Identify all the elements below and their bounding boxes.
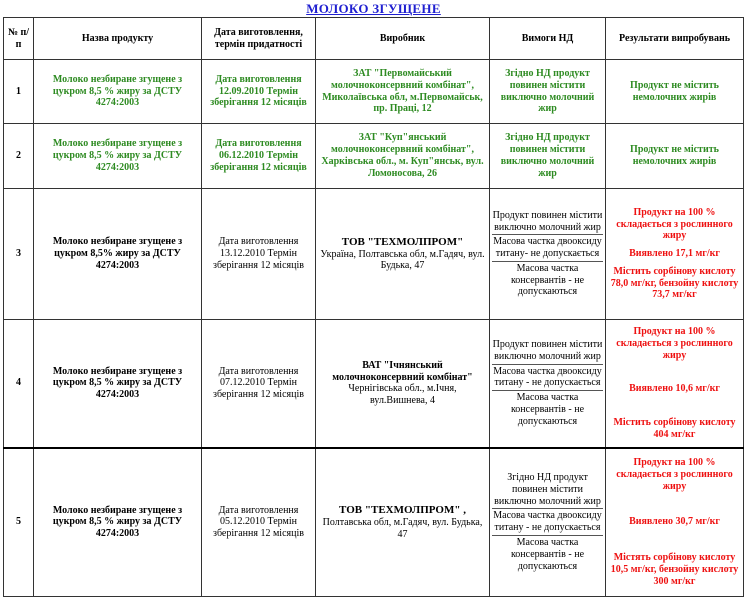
production-date: Дата виготовлення 12.09.2010 Термін зберігання 12 місяців [202, 60, 316, 124]
table-header-row [4, 18, 744, 60]
requirements: Згідно НД продукт повинен містити виключно молочний жир [490, 60, 606, 124]
test-result [606, 320, 744, 448]
table-row [4, 124, 744, 189]
result-item: Продукт на 100 % складається з рослинного жиру [616, 206, 733, 242]
producer-address: Україна, Полтавська обл, м.Гадяч, вул. Будька, 47 [320, 248, 485, 272]
production-date: Дата виготовлення 07.12.2010 Термін зберігання 12 місяців [202, 320, 316, 448]
results-table [3, 17, 744, 597]
producer [316, 189, 490, 320]
requirement-item: Згідно НД продукт повинен містити виключно молочний жир [492, 471, 603, 509]
producer [316, 320, 490, 448]
test-result: Продукт не містить немолочних жирів [606, 124, 744, 189]
producer-name: ТОВ "ТЕХМОЛПРОМ" [341, 235, 464, 248]
test-result [606, 189, 744, 320]
production-date: Дата виготовлення 13.12.2010 Термін зберігання 12 місяців [202, 189, 316, 320]
table-row [4, 320, 744, 448]
header-producer: Виробник [316, 18, 490, 60]
requirements [490, 189, 606, 320]
result-item: Містить сорбінову кислоту 404 мг/кг [613, 417, 736, 440]
row-number: 2 [4, 124, 34, 189]
requirement-item: Масова частка консервантів - не допускаються [510, 537, 585, 572]
test-result: Продукт не містить немолочних жирів [606, 60, 744, 124]
header-num: № п/п [4, 18, 34, 60]
row-number: 1 [4, 60, 34, 124]
requirements: Згідно НД продукт повинен містити виключно молочний жир [490, 124, 606, 189]
producer [316, 448, 490, 597]
table-row [4, 60, 744, 124]
row-number: 5 [4, 448, 34, 597]
row-number: 3 [4, 189, 34, 320]
table-row [4, 448, 744, 597]
result-item: Виявлено 30,7 мг/кг [629, 516, 720, 528]
producer: ЗАТ "Куп"янський молочноконсервний комбінат", Харківська обл., м. Куп"янськ, вул. Ломоносова, 26 [316, 124, 490, 189]
requirements [490, 320, 606, 448]
producer-address: Полтавська обл, м.Гадяч, вул. Будька, 47 [322, 516, 483, 540]
product-name: Молоко незбиране згущене з цукром 8,5 % жиру за ДСТУ 4274:2003 [34, 124, 202, 189]
requirements [490, 448, 606, 597]
requirement-item: Продукт повинен містити виключно молочний жир [492, 338, 603, 365]
requirement-item: Масова частка консервантів - не допускаються [510, 392, 585, 427]
result-item: Містять сорбінову кислоту 10,5 мг/кг, бензойну кислоту 300 мг/кг [610, 552, 739, 587]
product-name: Молоко незбиране згущене з цукром 8,5 % жиру за ДСТУ 4274:2003 [34, 320, 202, 448]
header-date: Дата виготовлення, термін придатності [202, 18, 316, 60]
table-row [4, 189, 744, 320]
requirement-item: Масова частка двооксиду титану- не допускається [492, 235, 603, 262]
producer: ЗАТ "Первомайський молочноконсервний комбінат", Миколаївська обл, м.Первомайськ, пр. Праці, 12 [316, 60, 490, 124]
producer-address: Чернігівська обл., м.Ічня, вул.Вишнева, 4 [348, 383, 457, 407]
row-number: 4 [4, 320, 34, 448]
production-date: Дата виготовлення 05.12.2010 Термін зберігання 12 місяців [202, 448, 316, 597]
producer-name: ВАТ "Ічнянський молочноконсервний комбінат" [332, 359, 473, 383]
test-result [606, 448, 744, 597]
product-name: Молоко незбиране згущене з цукром 8,5 % жиру за ДСТУ 4274:2003 [34, 448, 202, 597]
requirement-item: Продукт повинен містити виключно молочний жир [492, 209, 603, 236]
header-requirements: Вимоги НД [490, 18, 606, 60]
requirement-item: Масова частка двооксиду титану - не допускається [492, 365, 603, 392]
result-item: Виявлено 10,6 мг/кг [629, 383, 720, 395]
product-name: Молоко незбиране згущене з цукром 8,5 % жиру за ДСТУ 4274:2003 [34, 60, 202, 124]
header-product: Назва продукту [34, 18, 202, 60]
requirement-item: Масова частка консервантів - не допускаються [510, 262, 585, 298]
result-item: Містить сорбінову кислоту 78,0 мг/кг, бензойну кислоту 73,7 мг/кг [610, 265, 739, 301]
page-title: МОЛОКО ЗГУЩЕНЕ [306, 1, 441, 16]
producer-name: ТОВ "ТЕХМОЛПРОМ" , [339, 504, 466, 516]
product-name: Молоко незбиране згущене з цукром 8,5% жиру за ДСТУ 4274:2003 [34, 189, 202, 320]
result-item: Продукт на 100 % складається з рослинного жиру [616, 456, 733, 492]
result-item: Виявлено 17,1 мг/кг [629, 248, 720, 260]
production-date: Дата виготовлення 06.12.2010 Термін зберігання 12 місяців [202, 124, 316, 189]
result-item: Продукт на 100 % складається з рослинного жиру [616, 326, 733, 361]
header-results: Результати випробувань [606, 18, 744, 60]
requirement-item: Масова частка двооксиду титану - не допускається [492, 509, 603, 536]
